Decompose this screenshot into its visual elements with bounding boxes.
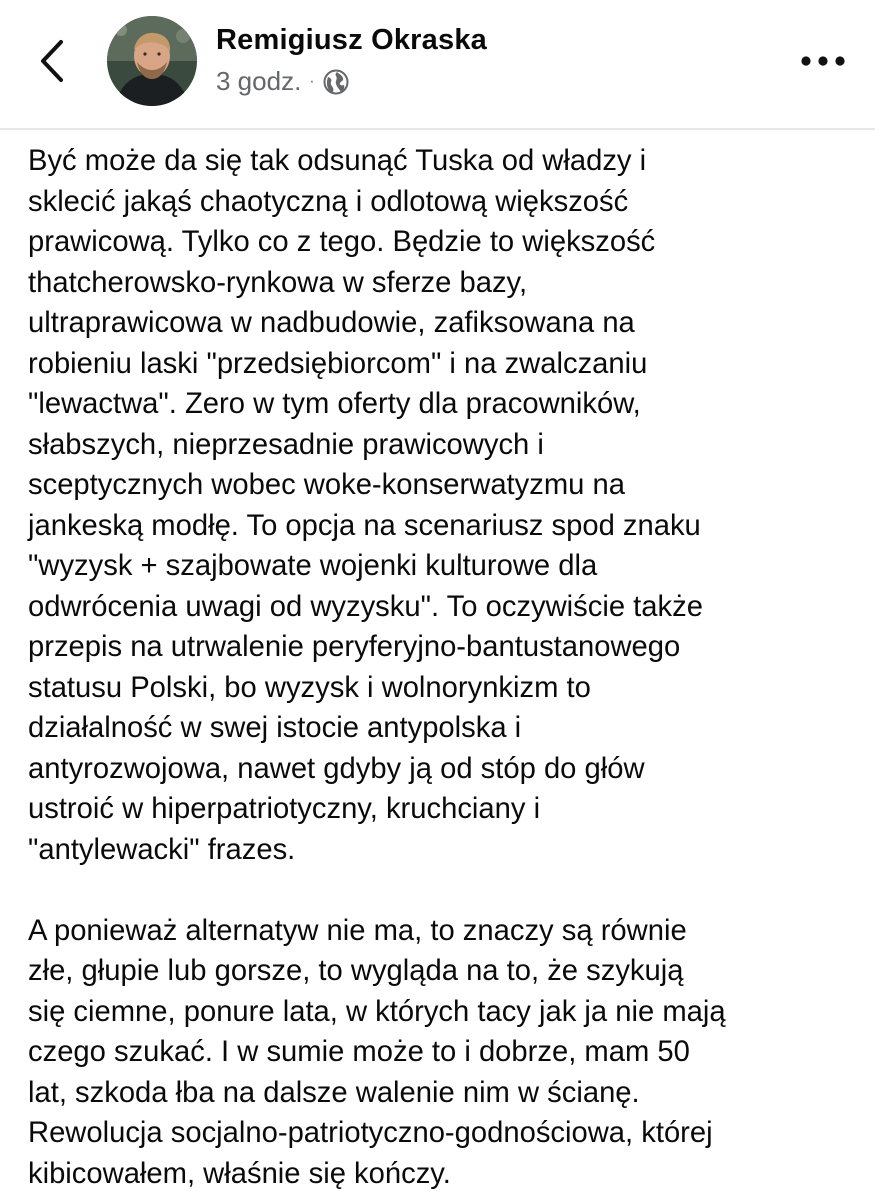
post-text-line: przepis na utrwalenie peryferyjno-bantustanowego (28, 631, 681, 663)
post-text-line: kibicowałem, właśnie się kończy. (28, 1157, 451, 1190)
meta-separator: · (309, 72, 315, 90)
post-text-line: prawicową. Tylko co z tego. Będzie to większość (28, 226, 656, 258)
more-options-button[interactable] (800, 48, 846, 74)
post-text-line: lat, szkoda łba na dalsze walenie nim w ścianę. (28, 1076, 640, 1109)
paragraph-spacer (28, 870, 858, 911)
post-text-line: "antylewacki" frazes. (28, 833, 296, 866)
globe-icon (323, 69, 349, 95)
post-meta (216, 66, 349, 97)
post-text-line: odwrócenia uwagi od wyzysku". To oczywiście także (28, 590, 703, 623)
post-text-line: ultraprawicowa w nadbudowie, zafiksowana na (28, 307, 635, 339)
post-text-line: sklecić jakąś chaotyczną i odlotową większość (28, 185, 629, 218)
post-text-line: się ciemne, ponure lata, w których tacy jak ja nie mają (28, 995, 726, 1028)
author-name[interactable]: Remigiusz Okraska (216, 24, 487, 56)
post-time[interactable]: 3 godz. (216, 66, 302, 96)
more-dots-icon (800, 55, 846, 67)
chevron-left-icon (39, 39, 65, 83)
post-text-line: Być może da się tak odsunąć Tuska od władzy i (28, 145, 647, 177)
post-text-line: robieniu laski "przedsiębiorcom" i na zwalczaniu (28, 347, 648, 380)
post-text-line: antyrozwojowa, nawet gdyby ją od stóp do głów (28, 752, 645, 785)
post-text-line: Rewolucja socjalno-patriotyczno-godnościowa, której (28, 1117, 713, 1149)
post-text-line: statusu Polski, bo wyzysk i wolnorynkizm to (28, 671, 591, 704)
post-header (0, 0, 875, 130)
post-text-line: "lewactwa". Zero w tym oferty dla pracowników, (28, 388, 641, 420)
avatar[interactable] (107, 16, 197, 106)
post-text (28, 141, 858, 1194)
post-text-line: sceptycznych wobec woke-konserwatyzmu na (28, 469, 625, 501)
post-text-line: "wyzysk + szajbowate wojenki kulturowe dla (28, 550, 598, 582)
post-text-line: czego szukać. I w sumie może to i dobrze, mam 50 (28, 1036, 690, 1068)
post-text-line: działalność w swej istocie antypolska i (28, 712, 522, 744)
post-text-line: słabszych, nieprzesadnie prawicowych i (28, 428, 544, 461)
post-text-line: złe, głupie lub gorsze, to wygląda na to, że szykują (28, 955, 684, 987)
post-text-line: A ponieważ alternatyw nie ma, to znaczy są równie (28, 914, 687, 947)
post-text-line: jankeską modłę. To opcja na scenariusz spod znaku (28, 509, 701, 542)
back-button[interactable] (30, 36, 74, 86)
post-text-line: ustroić w hiperpatriotyczny, kruchciany i (28, 793, 541, 825)
post-text-line: thatcherowsko-rynkowa w sferze bazy, (28, 266, 528, 299)
